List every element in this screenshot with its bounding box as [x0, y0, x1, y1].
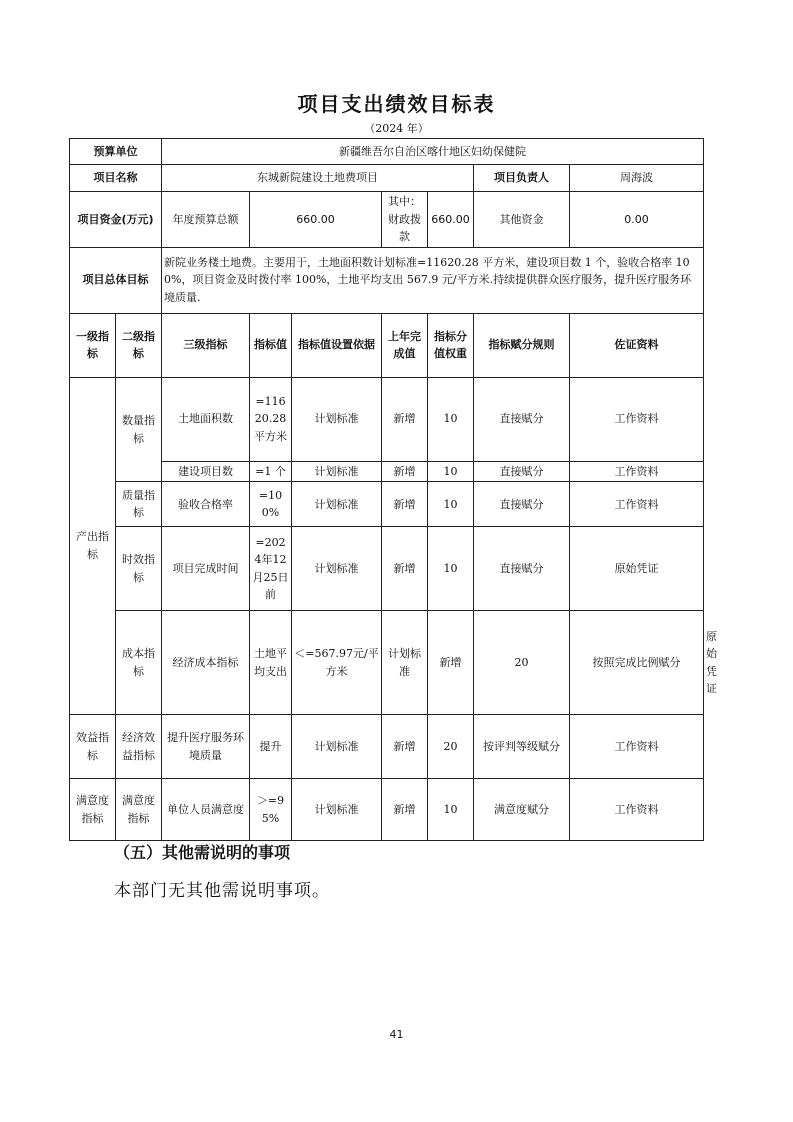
last-year-value: 新增 — [382, 779, 428, 841]
level2-cell: 经济成本指标 — [162, 611, 250, 715]
level1-cell: 满意度指标 — [70, 779, 116, 841]
column-header: 指标赋分规则 — [474, 313, 570, 377]
level1-cell: 效益指标 — [70, 715, 116, 779]
last-year-value: 新增 — [382, 482, 428, 527]
level2-cell: 时效指标 — [116, 527, 162, 611]
other-funds-label: 其他资金 — [474, 192, 570, 248]
indicator-value: =100% — [250, 482, 292, 527]
indicator-value: =11620.28平方米 — [250, 377, 292, 461]
indicator-value: =1 个 — [250, 461, 292, 482]
table-row — [70, 779, 704, 841]
column-header-row — [70, 313, 704, 377]
table-row — [70, 461, 704, 482]
indicator-value: ＞=95% — [250, 779, 292, 841]
annual-total-label: 年度预算总额 — [162, 192, 250, 248]
scoring-rule: 直接赋分 — [474, 377, 570, 461]
fiscal-value: 660.00 — [428, 192, 474, 248]
table-row — [70, 482, 704, 527]
scoring-rule: 按照完成比例赋分 — [570, 611, 704, 715]
indicator-name: 建设项目数 — [162, 461, 250, 482]
column-header: 一级指标 — [70, 313, 116, 377]
evidence: 工作资料 — [570, 482, 704, 527]
indicator-name: 提升医疗服务环境质量 — [162, 715, 250, 779]
indicator-name: 验收合格率 — [162, 482, 250, 527]
indicator-basis: 计划标准 — [292, 779, 382, 841]
indicator-value: =2024年12月25日前 — [250, 527, 292, 611]
column-header: 佐证资料 — [570, 313, 704, 377]
indicator-weight: 20 — [428, 715, 474, 779]
year-label: （2024 年） — [364, 122, 429, 135]
indicator-weight: 10 — [428, 527, 474, 611]
scoring-rule: 满意度赋分 — [474, 779, 570, 841]
overall-goal-value: 新院业务楼土地费。主要用于，土地面积数计划标准=11620.28 平方米，建设项目数 1 个，验收合格率 100%，项目资金及时拨付率 100%，土地平均支出 567.9 元/平方米.持续提供群众医疗服务，提升医疗服务环境质量. — [162, 247, 704, 313]
project-name-row — [70, 165, 704, 192]
column-header: 上年完成值 — [382, 313, 428, 377]
table-row — [70, 527, 704, 611]
overall-goal-label: 项目总体目标 — [70, 247, 162, 313]
indicator-weight: 10 — [428, 377, 474, 461]
level2-cell: 满意度指标 — [116, 779, 162, 841]
evidence: 工作资料 — [570, 779, 704, 841]
page-title: 项目支出绩效目标表 — [297, 92, 496, 116]
level1-cell: 成本指标 — [116, 611, 162, 715]
level2-cell: 数量指标 — [116, 377, 162, 482]
last-year-value: 新增 — [382, 715, 428, 779]
overall-goal-row — [70, 247, 704, 313]
indicator-value: ＜=567.97元/平方米 — [292, 611, 382, 715]
evidence: 工作资料 — [570, 461, 704, 482]
funds-label: 项目资金(万元) — [70, 192, 162, 248]
last-year-value: 新增 — [428, 611, 474, 715]
column-header: 指标分值权重 — [428, 313, 474, 377]
indicator-name: 项目完成时间 — [162, 527, 250, 611]
indicator-name: 土地平均支出 — [250, 611, 292, 715]
last-year-value: 新增 — [382, 461, 428, 482]
project-name-value: 东城新院建设土地费项目 — [162, 165, 474, 192]
indicator-basis: 计划标准 — [292, 527, 382, 611]
scoring-rule: 按评判等级赋分 — [474, 715, 570, 779]
scoring-rule: 直接赋分 — [474, 527, 570, 611]
fiscal-label: 其中：财政拨款 — [382, 192, 428, 248]
budget-unit-label: 预算单位 — [70, 139, 162, 165]
indicator-basis: 计划标准 — [292, 461, 382, 482]
evidence: 工作资料 — [570, 715, 704, 779]
level1-cell: 产出指标 — [70, 377, 116, 715]
evidence: 原始凭证 — [570, 527, 704, 611]
indicator-name: 土地面积数 — [162, 377, 250, 461]
indicator-weight: 10 — [428, 779, 474, 841]
page-number: 41 — [389, 1028, 404, 1041]
indicator-value: 提升 — [250, 715, 292, 779]
level2-cell: 质量指标 — [116, 482, 162, 527]
column-header: 指标值 — [250, 313, 292, 377]
indicator-name: 单位人员满意度 — [162, 779, 250, 841]
budget-unit-row — [70, 139, 704, 165]
indicator-basis: 计划标准 — [292, 715, 382, 779]
table-row — [70, 715, 704, 779]
project-name-label: 项目名称 — [70, 165, 162, 192]
level2-cell: 经济效益指标 — [116, 715, 162, 779]
column-header: 二级指标 — [116, 313, 162, 377]
indicator-weight: 10 — [428, 482, 474, 527]
scoring-rule: 直接赋分 — [474, 482, 570, 527]
section-body: 本部门无其他需说明事项。 — [114, 881, 330, 901]
last-year-value: 新增 — [382, 377, 428, 461]
last-year-value: 新增 — [382, 527, 428, 611]
annual-total-value: 660.00 — [250, 192, 382, 248]
table-row: 成本指标 经济成本指标 土地平均支出 ＜=567.97元/平方米 计划标准 新增 20 按照完成比例赋分 原始凭证 — [70, 611, 704, 715]
budget-unit-value: 新疆维吾尔自治区喀什地区妇幼保健院 — [162, 139, 704, 165]
column-header: 指标值设置依据 — [292, 313, 382, 377]
indicator-weight: 20 — [474, 611, 570, 715]
funds-row — [70, 192, 704, 248]
project-leader-label: 项目负责人 — [474, 165, 570, 192]
indicator-weight: 10 — [428, 461, 474, 482]
evidence: 工作资料 — [570, 377, 704, 461]
table-row — [70, 377, 704, 461]
indicator-basis: 计划标准 — [292, 482, 382, 527]
other-funds-value: 0.00 — [570, 192, 704, 248]
performance-target-table — [69, 138, 718, 841]
indicator-basis: 计划标准 — [292, 377, 382, 461]
indicator-basis: 计划标准 — [382, 611, 428, 715]
section-heading: （五）其他需说明的事项 — [114, 843, 291, 862]
scoring-rule: 直接赋分 — [474, 461, 570, 482]
project-leader-value: 周海波 — [570, 165, 704, 192]
column-header: 三级指标 — [162, 313, 250, 377]
